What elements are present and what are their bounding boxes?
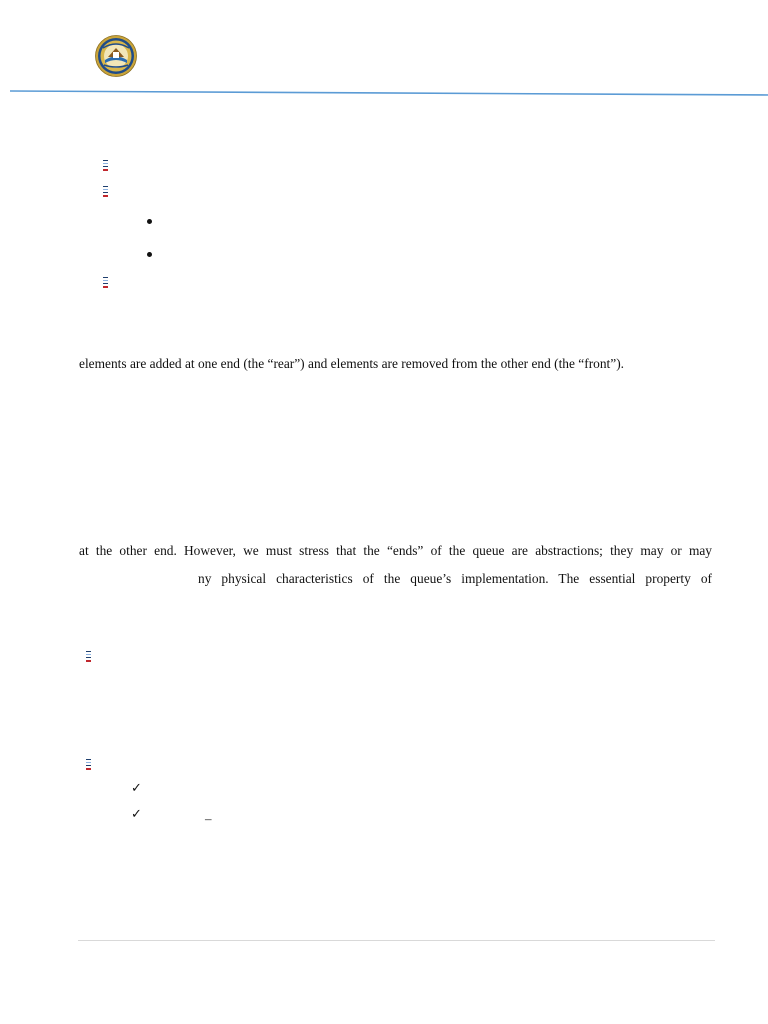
list-bullet-icon xyxy=(102,160,109,172)
footer-rule xyxy=(78,940,715,941)
sub-bullet-dot xyxy=(147,219,152,224)
list-bullet-icon xyxy=(85,759,92,771)
sub-bullet-dot xyxy=(147,252,152,257)
paragraph-line: at the other end. However, we must stress that the “ends” of the queue are abstractions; they may or may xyxy=(79,543,712,558)
dash-mark: – xyxy=(205,811,212,826)
university-seal-logo xyxy=(95,35,137,77)
list-bullet-icon xyxy=(102,186,109,198)
list-bullet-icon xyxy=(102,277,109,289)
paragraph-line: elements are added at one end (the “rear”) and elements are removed from the other end (the “front”). xyxy=(79,356,625,371)
header-rule xyxy=(10,88,768,100)
checkmark-icon: ✓ xyxy=(131,807,142,822)
paragraph-line: ny physical characteristics of the queue’s implementation. The essential property of xyxy=(198,571,712,586)
list-bullet-icon xyxy=(85,651,92,663)
checkmark-icon: ✓ xyxy=(131,781,142,796)
